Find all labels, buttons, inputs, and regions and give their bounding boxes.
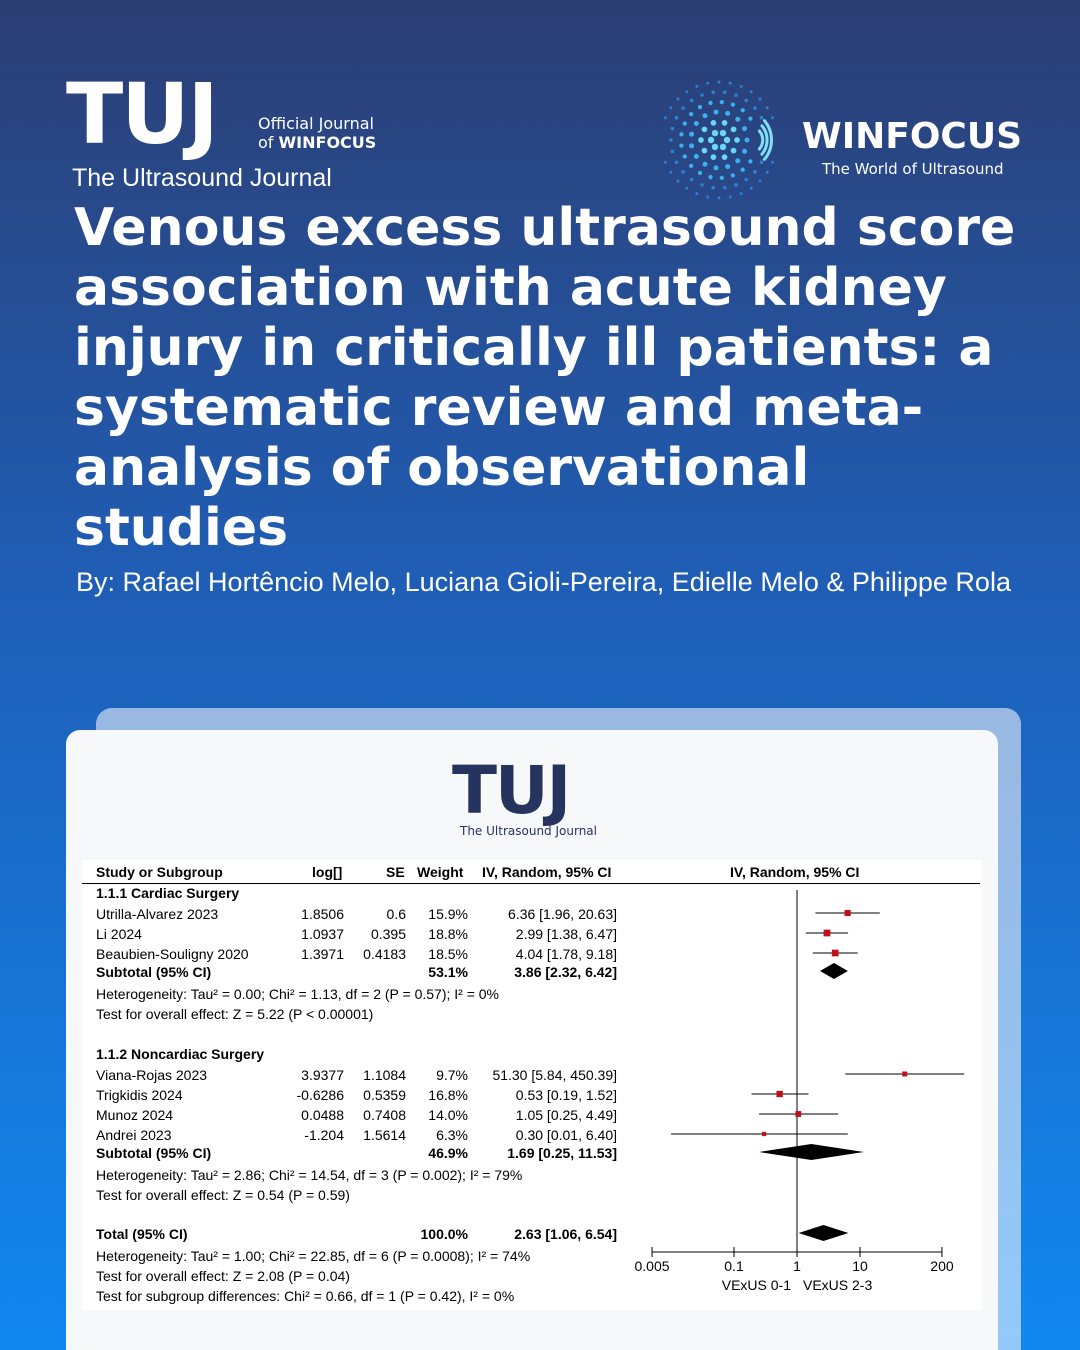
study-se: 1.1084 [363,1067,406,1083]
logo-dot [698,105,702,109]
study-log: 1.3971 [301,946,344,962]
logo-dot [703,162,708,167]
effect-square [832,950,839,957]
study-log: -0.6286 [296,1087,344,1103]
logo-dot [689,132,694,137]
logo-dot [735,158,740,163]
logo-dot [724,137,730,143]
study-name: Trigkidis 2024 [96,1087,183,1103]
heterogeneity-text: Heterogeneity: Tau² = 2.86; Chi² = 14.54, df = 3 (P = 0.002); I² = 79% [96,1167,523,1183]
logo-dot [711,154,717,160]
study-se: 0.4183 [363,946,406,962]
logo-dot [735,117,740,122]
logo-dot [698,171,702,175]
effect-square [795,1111,801,1117]
study-ci: 0.53 [0.19, 1.52] [515,1087,617,1103]
logo-dot [683,154,687,158]
logo-dot [750,187,753,190]
winfocus-dots-icon [664,78,789,203]
logo-dot [740,85,743,88]
logo-dot [677,98,680,101]
logo-dot [734,93,738,97]
logo-dot [766,106,769,109]
logo-dot [714,110,719,115]
total-label: Total (95% CI) [96,1226,188,1242]
logo-dot [675,161,679,165]
official-journal-line2 [258,133,458,152]
study-weight: 14.0% [428,1107,468,1123]
subtotal-diamond [759,1144,864,1160]
logo-dot [725,111,730,116]
study-weight: 9.7% [436,1067,468,1083]
study-name: Beaubien-Souligny 2020 [96,946,249,962]
study-log: 0.0488 [301,1107,344,1123]
logo-dot [760,161,764,165]
logo-dot [711,91,715,95]
effect-square [824,930,831,937]
logo-dot [753,170,757,174]
winfocus-logo [664,78,1034,203]
logo-dot [731,102,735,106]
logo-dot [748,116,752,120]
logo-dot [722,120,728,126]
study-name: Andrei 2023 [96,1127,172,1143]
logo-dot [681,106,685,110]
official-journal-line1: Official Journal [258,114,374,133]
logo-dot [708,137,714,143]
logo-dot [744,99,748,103]
logo-dot [753,106,757,110]
official-journal-winfocus: WINFOCUS [278,133,377,152]
overall-effect-text: Test for overall effect: Z = 0.54 (P = 0.59) [96,1187,350,1203]
logo-dot [669,138,673,142]
official-journal-text [258,114,458,152]
logo-dot [708,101,712,105]
logo-dot [700,183,704,187]
logo-dot [720,144,726,150]
article-authors: By: Rafael Hortêncio Melo, Luciana Gioli-Pereira, Edielle Melo & Philippe Rola [76,567,1011,597]
logo-dot [741,168,745,172]
logo-dot [712,130,718,136]
study-weight: 16.8% [428,1087,468,1103]
study-ci: 0.30 [0.01, 6.40] [515,1127,617,1143]
logo-dot [714,165,719,170]
total-diamond [799,1225,849,1241]
logo-wave [759,131,762,149]
logo-dot [759,180,762,183]
logo-dot [698,137,704,143]
study-weight: 18.5% [428,946,468,962]
group-1-title: 1.1.1 Cardiac Surgery [96,885,240,901]
study-name: Utrilla-Alvarez 2023 [96,906,219,922]
study-ci: 51.30 [5.84, 450.39] [492,1067,617,1083]
study-ci: 2.99 [1.38, 6.47] [515,926,617,942]
article-title: Venous excess ultrasound score association with acute kidney injury in critically ill patients: a systematic review and meta-analysis of observational studies [74,198,1016,558]
logo-dot [750,90,753,93]
logo-dot [675,116,679,120]
subtotal-diamond [820,963,848,979]
group-2-title: 1.1.2 Noncardiac Surgery [96,1046,265,1062]
card-tuj-logo: TUJ [452,752,570,829]
winfocus-tagline: The World of Ultrasound [822,160,1004,178]
study-name: Viana-Rojas 2023 [96,1067,208,1083]
logo-dot [671,127,675,131]
effect-square [776,1091,782,1097]
logo-dot [694,154,699,159]
heterogeneity-text: Heterogeneity: Tau² = 0.00; Chi² = 1.13, df = 2 (P = 0.57); I² = 0% [96,986,499,1002]
logo-dot [689,164,693,168]
total-heterogeneity-text: Heterogeneity: Tau² = 1.00; Chi² = 22.85, df = 6 (P = 0.0008); I² = 74% [96,1248,531,1264]
official-journal-prefix: of [258,133,279,152]
logo-dot [731,148,737,154]
logo-dot [695,192,698,195]
study-log: 1.0937 [301,926,344,942]
logo-dot [669,171,672,174]
study-log: 1.8506 [301,906,344,922]
effect-square [762,1132,766,1136]
axis-left-label: VExUS 0-1 [721,1277,791,1293]
subtotal-label: Subtotal (95% CI) [96,1145,212,1161]
header-ci: IV, Random, 95% CI [482,864,612,880]
study-ci: 1.05 [0.25, 4.49] [515,1107,617,1123]
overall-effect-text: Test for overall effect: Z = 5.22 (P < 0.00001) [96,1006,374,1022]
subtotal-ci: 1.69 [0.25, 11.53] [507,1145,617,1161]
total-ci: 2.63 [1.06, 6.54] [514,1226,617,1242]
logo-dot [745,138,750,143]
logo-dot [685,90,688,93]
logo-dot [731,173,735,177]
logo-dot [722,154,728,160]
x-tick-label: 1 [793,1258,801,1274]
logo-dot [744,178,748,182]
logo-dot [703,113,708,118]
logo-dot [723,186,727,190]
logo-dot [669,106,672,109]
x-tick-label: 0.005 [634,1258,670,1274]
axis-right-label: VExUS 2-3 [803,1277,873,1293]
study-ci: 6.36 [1.96, 20.63] [508,906,617,922]
logo-dot [694,121,699,126]
x-tick-label: 10 [852,1258,868,1274]
logo-dot [700,93,704,97]
header-weight: Weight [417,864,464,880]
study-name: Li 2024 [96,926,142,942]
logo-dot [725,164,730,169]
logo-dot [685,187,688,190]
logo-dot [712,144,718,150]
subgroup-differences-text: Test for subgroup differences: Chi² = 0.66, df = 1 (P = 0.42), I² = 0% [96,1288,515,1304]
logo-dot [689,112,693,116]
header-plot: IV, Random, 95% CI [730,864,860,880]
study-weight: 15.9% [428,906,468,922]
logo-dot [690,99,694,103]
effect-square [845,910,851,916]
x-tick-label: 200 [930,1258,954,1274]
logo-dot [671,150,675,154]
logo-dot [723,91,727,95]
logo-dot [741,108,745,112]
logo-dot [683,121,687,125]
header-se: SE [386,864,405,880]
study-se: 0.7408 [363,1107,406,1123]
study-se: 1.5614 [363,1127,406,1143]
study-log: -1.204 [304,1127,344,1143]
forest-plot-card [66,730,998,1350]
logo-dot [702,148,708,154]
study-weight: 18.8% [428,926,468,942]
logo-dot [720,100,724,104]
logo-dot [731,127,737,133]
logo-dot [771,161,774,164]
logo-dot [748,159,752,163]
study-log: 3.9377 [301,1067,344,1083]
subtotal-weight: 53.1% [428,964,468,980]
logo-dot [734,183,738,187]
x-tick-label: 0.1 [724,1258,744,1274]
study-name: Munoz 2024 [96,1107,174,1123]
subtotal-weight: 46.9% [428,1145,468,1161]
logo-dot [708,175,712,179]
logo-dot [706,82,709,85]
logo-dot [679,144,683,148]
study-weight: 6.3% [436,1127,468,1143]
study-se: 0.6 [386,906,406,922]
study-se: 0.395 [370,926,406,942]
study-ci: 4.04 [1.78, 9.18] [515,946,617,962]
subtotal-label: Subtotal (95% CI) [96,964,212,980]
study-se: 0.5359 [363,1087,406,1103]
header-study: Study or Subgroup [96,864,223,880]
effect-square [902,1072,907,1077]
tuj-logo [66,65,377,192]
logo-dot [742,149,747,154]
logo-dot [702,127,708,133]
logo-dot [679,132,683,136]
winfocus-name: WINFOCUS [802,116,1023,157]
logo-dot [734,137,740,143]
logo-dot [742,126,747,131]
logo-dot [729,82,732,85]
tuj-subtitle: The Ultrasound Journal [72,164,332,192]
total-weight: 100.0% [420,1226,468,1242]
logo-dot [681,170,685,174]
header-log: log[] [312,864,343,880]
logo-dot [711,120,717,126]
logo-dot [677,180,680,183]
logo-dot [740,192,743,195]
logo-dot [718,81,721,84]
forest-plot-graphic [82,860,982,1310]
logo-dot [720,176,724,180]
logo-dot [664,161,667,164]
logo-dot [711,186,715,190]
logo-dot [720,130,726,136]
logo-dot [760,116,764,120]
subtotal-ci: 3.86 [2.32, 6.42] [514,964,617,980]
logo-dot [690,178,694,182]
logo-dot [695,85,698,88]
logo-dot [664,116,667,119]
total-overall-effect-text: Test for overall effect: Z = 2.08 (P = 0.04) [96,1268,350,1284]
logo-dot [766,171,769,174]
tuj-logo-text: TUJ [66,65,217,163]
logo-dot [759,98,762,101]
logo-dot [771,116,774,119]
logo-dot [689,143,694,148]
forest-plot [82,860,982,1310]
card-tuj-subtitle: The Ultrasound Journal [460,824,597,838]
